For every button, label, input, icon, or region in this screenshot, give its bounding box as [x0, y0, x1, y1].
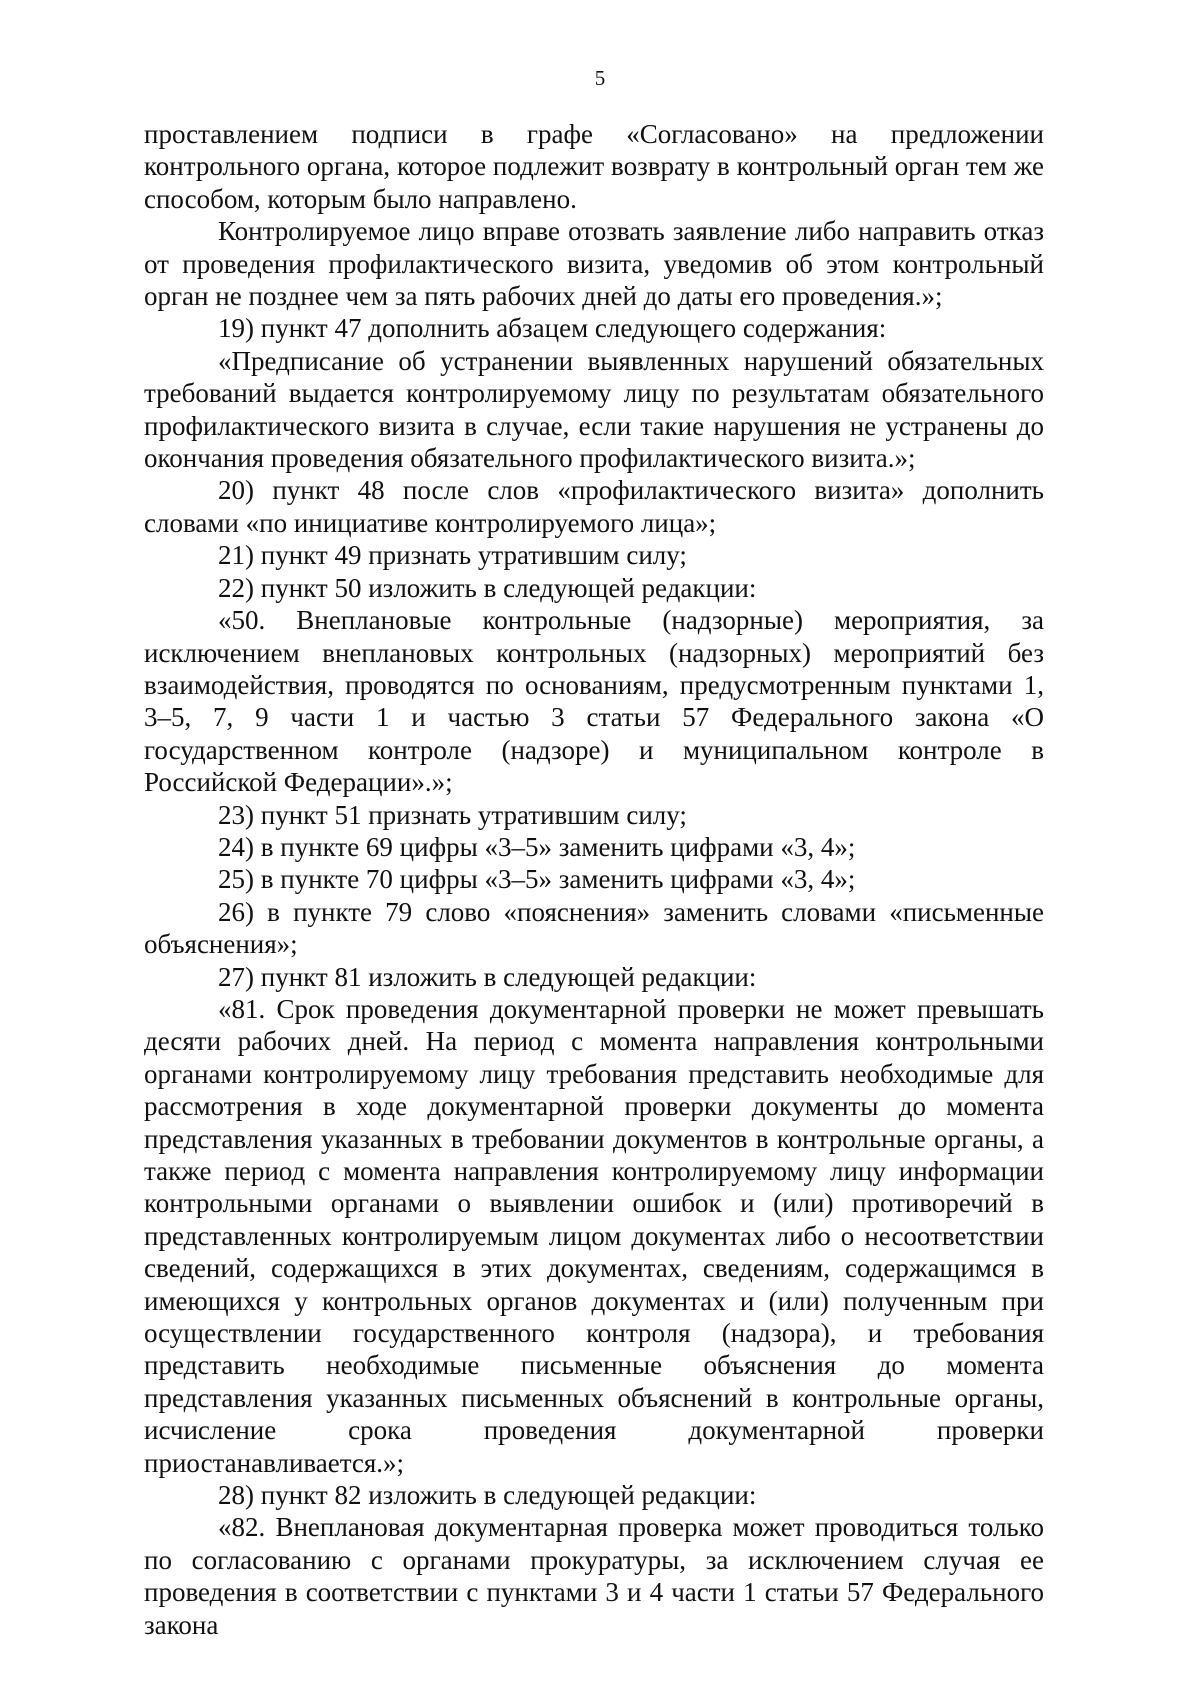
- paragraph-item-20: 20) пункт 48 после слов «профилактического визита» дополнить словами «по инициативе контролируемого лица»;: [144, 475, 1044, 538]
- paragraph-item-25: 25) в пункте 70 цифры «3–5» заменить цифрами «3, 4»;: [218, 864, 856, 895]
- paragraph-item-22: 22) пункт 50 изложить в следующей редакции:: [218, 572, 757, 603]
- paragraph-item-26: 26) в пункте 79 слово «пояснения» заменить словами «письменные объяснения»;: [144, 896, 1044, 960]
- paragraph-item-28: 28) пункт 82 изложить в следующей редакции:: [218, 1480, 757, 1511]
- paragraph-continuation: проставлением подписи в графе «Согласовано» на предложении контрольного органа, которое подлежит возврату в контрольный орган тем же способом, которым было направлено.: [144, 119, 1044, 214]
- paragraph-withdrawal: Контролируемое лицо вправе отозвать заявление либо направить отказ от проведения профилактического визита, уведомив об этом контрольный орган не позднее чем за пять рабочих дней до даты его проведения.»;: [144, 216, 1044, 312]
- paragraph-item-27-quote: «81. Срок проведения документарной проверки не может превышать десяти рабочих дней. На период с момента направления контрольными органами контролируемому лицу требования представить необходимые для рассмотрения в ходе документарной проверки документы до момента представления указанных в требовании документов в контрольные органы, а также период с момента направления контролируемому лицу информации контрольными органами о выявлении ошибок и (или) противоречий в представленных контролируемым лицом документах либо о несоответствии сведений, содержащихся в этих документах, сведениям, содержащимся в имеющихся у контрольных органов документах и (или) полученным при осуществлении государственного контроля (надзора), и требования представить необходимые письменные объяснения до момента представления указанных письменных объяснений в контрольные органы, исчисление срока проведения документарной проверки приостанавливается.»;: [144, 993, 1044, 1478]
- paragraph-item-23: 23) пункт 51 признать утратившим силу;: [218, 799, 687, 830]
- paragraph-item-21: 21) пункт 49 признать утратившим силу;: [218, 540, 687, 571]
- paragraph-item-27: 27) пункт 81 изложить в следующей редакции:: [218, 961, 757, 992]
- paragraph-item-22-quote: «50. Внеплановые контрольные (надзорные) мероприятия, за исключением внеплановых контрольных (надзорных) мероприятий без взаимодействия, проводятся по основаниям, предусмотренным пунктами 1, 3–5, 7, 9 части 1 и частью 3 статьи 57 Федерального закона «О государственном контроле (надзоре) и муниципальном контроле в Российской Федерации».»;: [144, 605, 1044, 798]
- paragraph-item-19-quote: «Предписание об устранении выявленных нарушений обязательных требований выдается контролируемому лицу по результатам обязательного профилактического визита в случае, если такие нарушения не устранены до окончания проведения обязательного профилактического визита.»;: [144, 345, 1044, 474]
- paragraph-item-19: 19) пункт 47 дополнить абзацем следующего содержания:: [218, 313, 887, 344]
- paragraph-item-28-quote: «82. Внеплановая документарная проверка может проводиться только по согласованию с органами прокуратуры, за исключением случая ее проведения в соответствии с пунктами 3 и 4 части 1 статьи 57 Федерального закона: [144, 1512, 1044, 1640]
- document-body: [144, 118, 1044, 1641]
- page-number: 5: [594, 66, 606, 90]
- paragraph-item-24: 24) в пункте 69 цифры «3–5» заменить цифрами «3, 4»;: [218, 831, 856, 862]
